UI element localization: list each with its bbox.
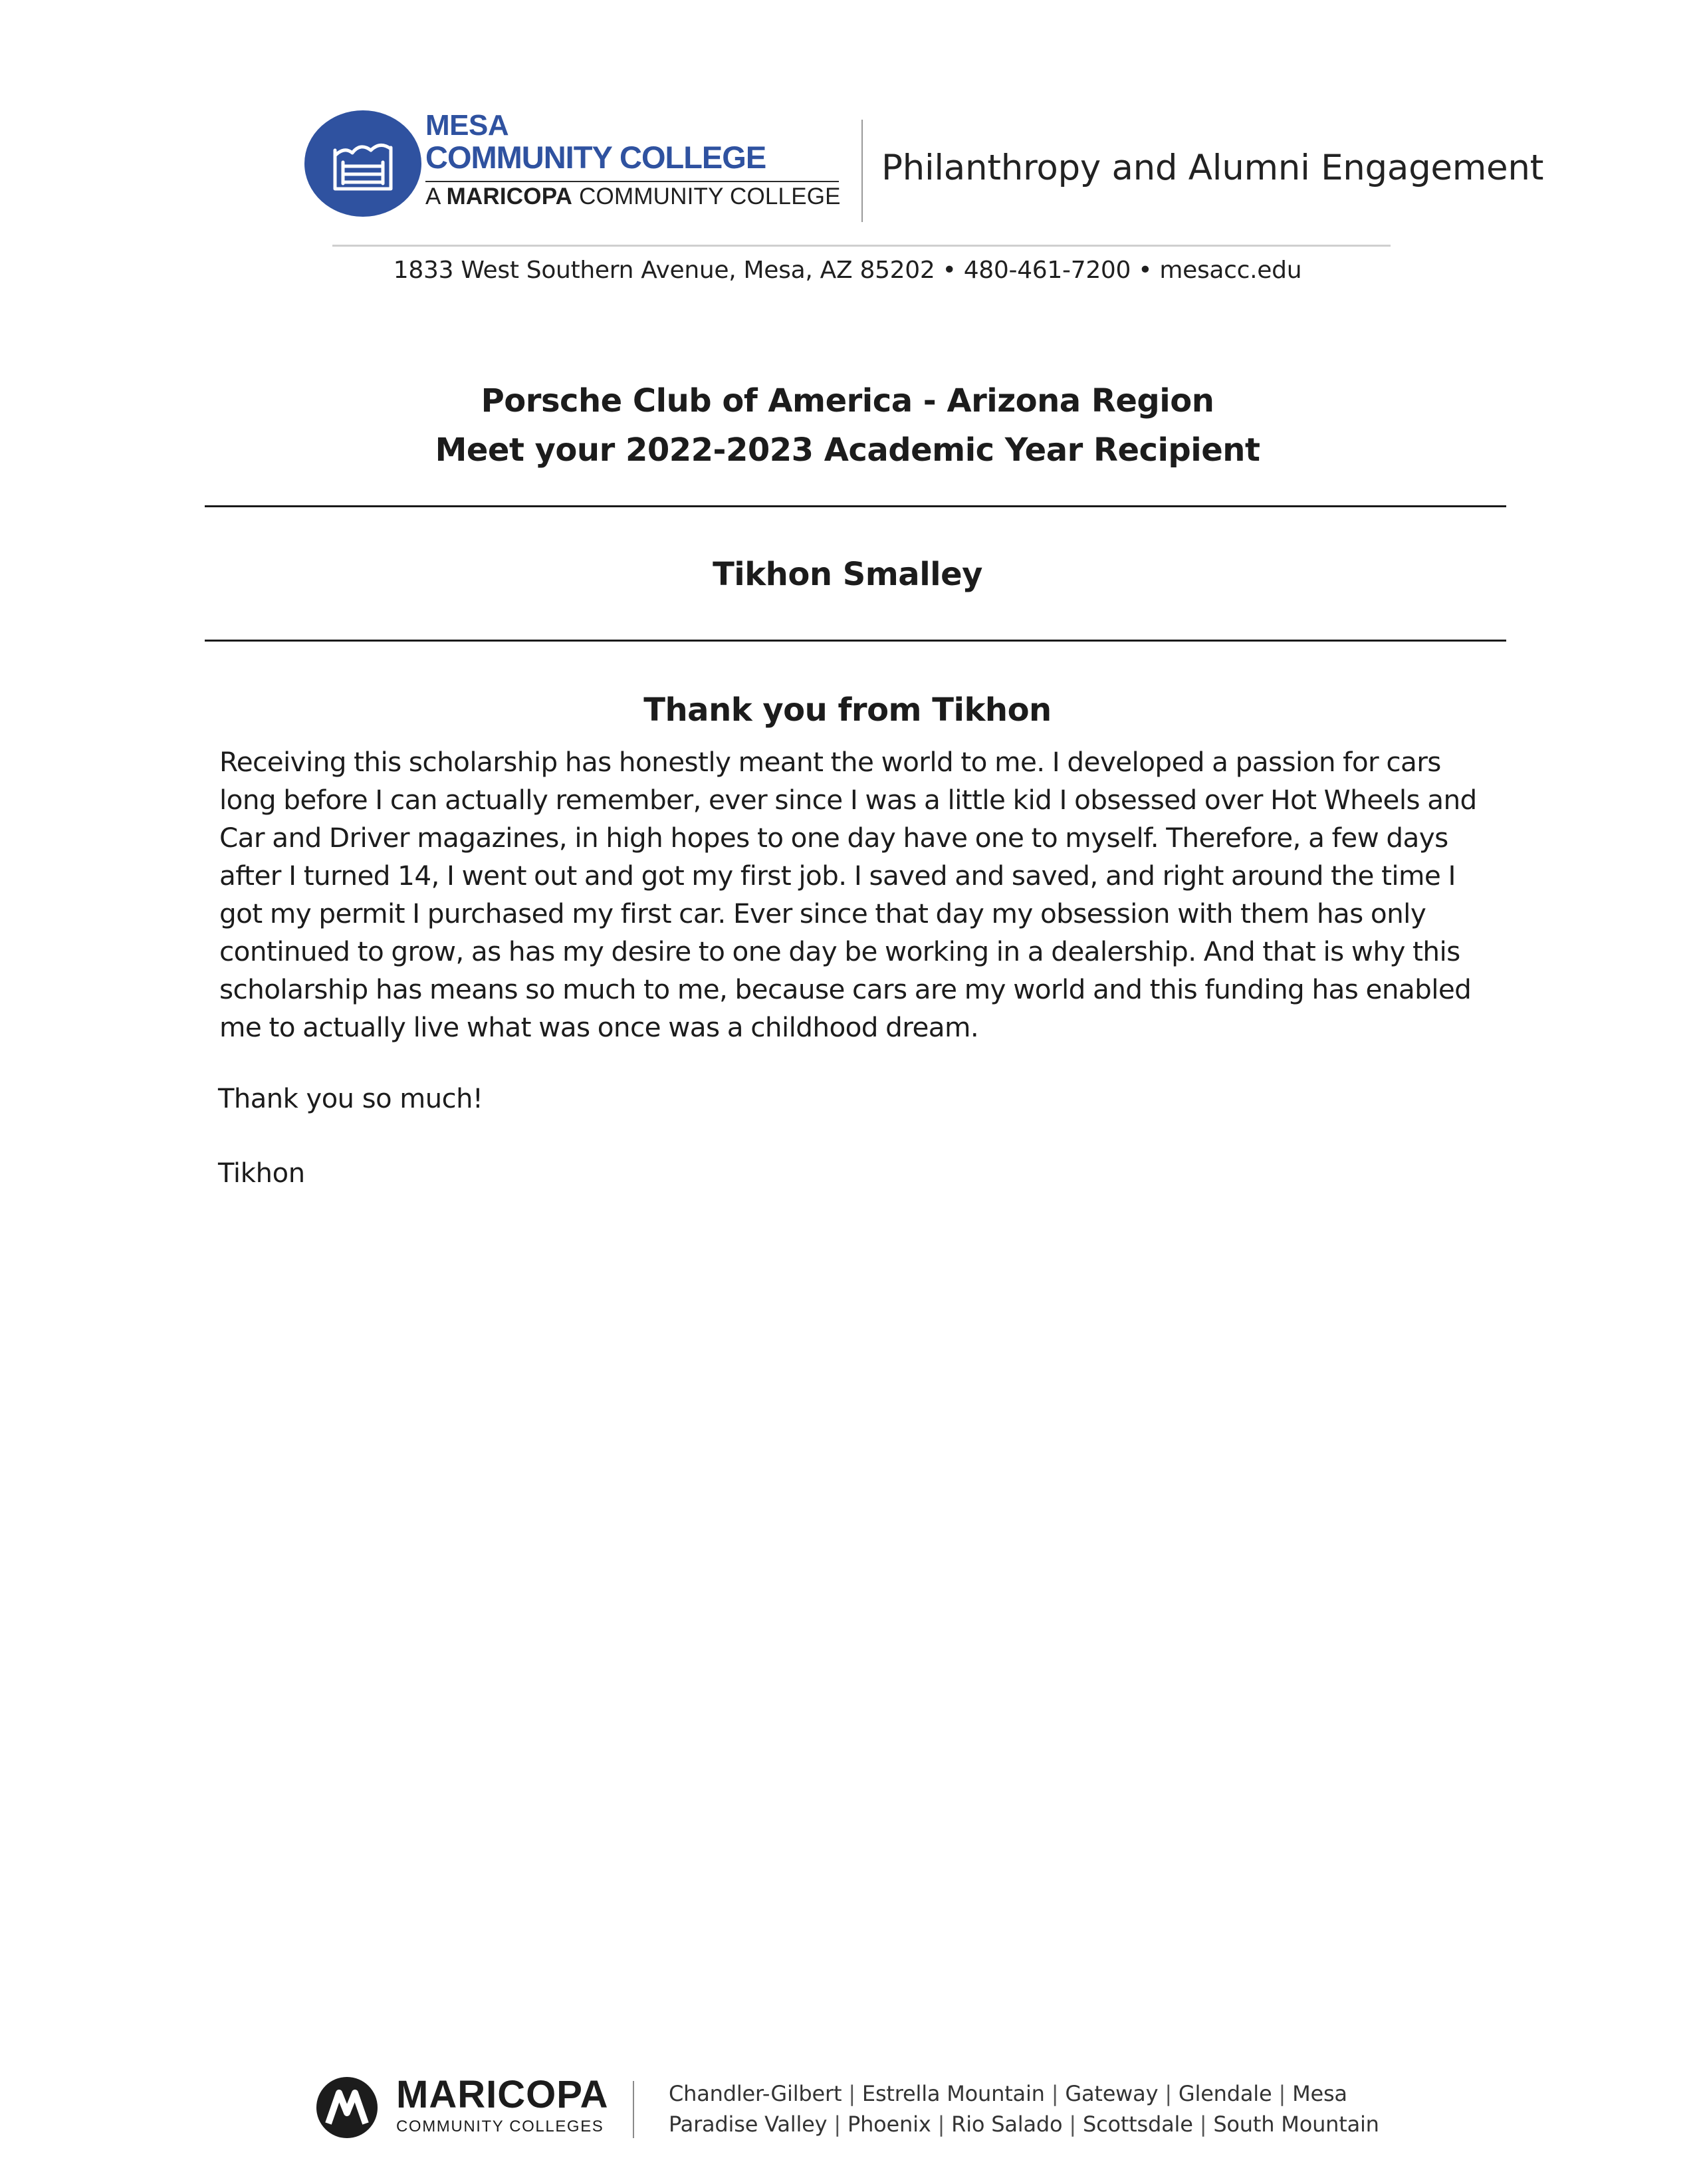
divider-top xyxy=(205,505,1506,507)
campus-item: Paradise Valley xyxy=(669,2112,828,2137)
letter-line: scholarship has means so much to me, because cars are my world and this funding has enabled xyxy=(219,973,1472,1005)
college-address: 1833 West Southern Avenue, Mesa, AZ 85202 • 480-461-7200 • mesacc.edu xyxy=(393,257,1302,284)
campus-item: South Mountain xyxy=(1213,2112,1379,2137)
department-name: Philanthropy and Alumni Engagement xyxy=(881,148,1544,188)
letter-line: got my permit I purchased my first car. Ever since that day my obsession with them has only xyxy=(219,898,1426,929)
letter-line: continued to grow, as has my desire to one day be working in a dealership. And that is why this xyxy=(219,935,1460,967)
campus-separator: | xyxy=(848,2081,855,2106)
campus-row-1 xyxy=(669,2078,1379,2109)
letter-line: Car and Driver magazines, in high hopes to one day have one to myself. Therefore, a few days xyxy=(219,822,1448,854)
logo-line3-bold: MARICOPA xyxy=(446,183,573,209)
campus-item: Phoenix xyxy=(848,2112,931,2137)
footer-brand-sub: COMMUNITY COLLEGES xyxy=(396,2118,604,2135)
campus-row-2 xyxy=(669,2109,1379,2139)
title-line-recipient: Meet your 2022-2023 Academic Year Recipient xyxy=(435,431,1260,469)
maricopa-brand xyxy=(396,2073,609,2137)
campus-separator: | xyxy=(1069,2112,1076,2137)
campus-item: Estrella Mountain xyxy=(861,2081,1045,2106)
campus-separator: | xyxy=(1199,2112,1207,2137)
campus-separator: | xyxy=(834,2112,841,2137)
letterhead-divider xyxy=(861,120,863,222)
footer-divider xyxy=(633,2081,634,2138)
campus-separator: | xyxy=(1051,2081,1059,2106)
campus-separator: | xyxy=(937,2112,945,2137)
campus-item: Glendale xyxy=(1178,2081,1272,2106)
letter-line: me to actually live what was once was a childhood dream. xyxy=(219,1011,979,1043)
letter-line: after I turned 14, I went out and got my first job. I saved and saved, and right around the time I xyxy=(219,860,1456,892)
divider-bottom xyxy=(205,640,1506,642)
maricopa-m-icon xyxy=(315,2076,379,2139)
letter-line: Receiving this scholarship has honestly meant the world to me. I developed a passion for cars xyxy=(219,746,1441,778)
logo-line-maricopa xyxy=(425,182,839,211)
page-title xyxy=(0,376,1695,475)
campus-item: Scottsdale xyxy=(1082,2112,1193,2137)
letter-line: long before I can actually remember, ever since I was a little kid I obsessed over Hot Wheels and xyxy=(219,784,1477,816)
mesa-logo-wordmark xyxy=(425,110,839,211)
mesa-logo-seal xyxy=(304,110,421,217)
letter-signoff: Tikhon xyxy=(218,1158,305,1189)
campus-item: Gateway xyxy=(1065,2081,1159,2106)
campus-list xyxy=(669,2078,1379,2139)
campus-item: Mesa xyxy=(1292,2081,1347,2106)
letter-closing: Thank you so much! xyxy=(218,1084,483,1114)
logo-line3-prefix: A xyxy=(425,183,440,209)
footer-brand-name: MARICOPA xyxy=(396,2073,609,2116)
mesa-landscape-icon xyxy=(330,133,396,194)
campus-item: Chandler-Gilbert xyxy=(669,2081,842,2106)
letter-body xyxy=(219,743,1482,1046)
campus-item: Rio Salado xyxy=(951,2112,1063,2137)
logo-line-community-college: COMMUNITY COLLEGE xyxy=(425,140,766,175)
campus-separator: | xyxy=(1278,2081,1286,2106)
recipient-name: Tikhon Smalley xyxy=(713,556,982,593)
letter-heading: Thank you from Tikhon xyxy=(643,691,1052,729)
campus-separator: | xyxy=(1165,2081,1172,2106)
logo-line3-suffix: COMMUNITY COLLEGE xyxy=(579,183,841,209)
logo-line-mesa: MESA xyxy=(425,109,509,142)
title-line-club: Porsche Club of America - Arizona Region xyxy=(481,382,1214,420)
address-rule xyxy=(332,245,1391,247)
